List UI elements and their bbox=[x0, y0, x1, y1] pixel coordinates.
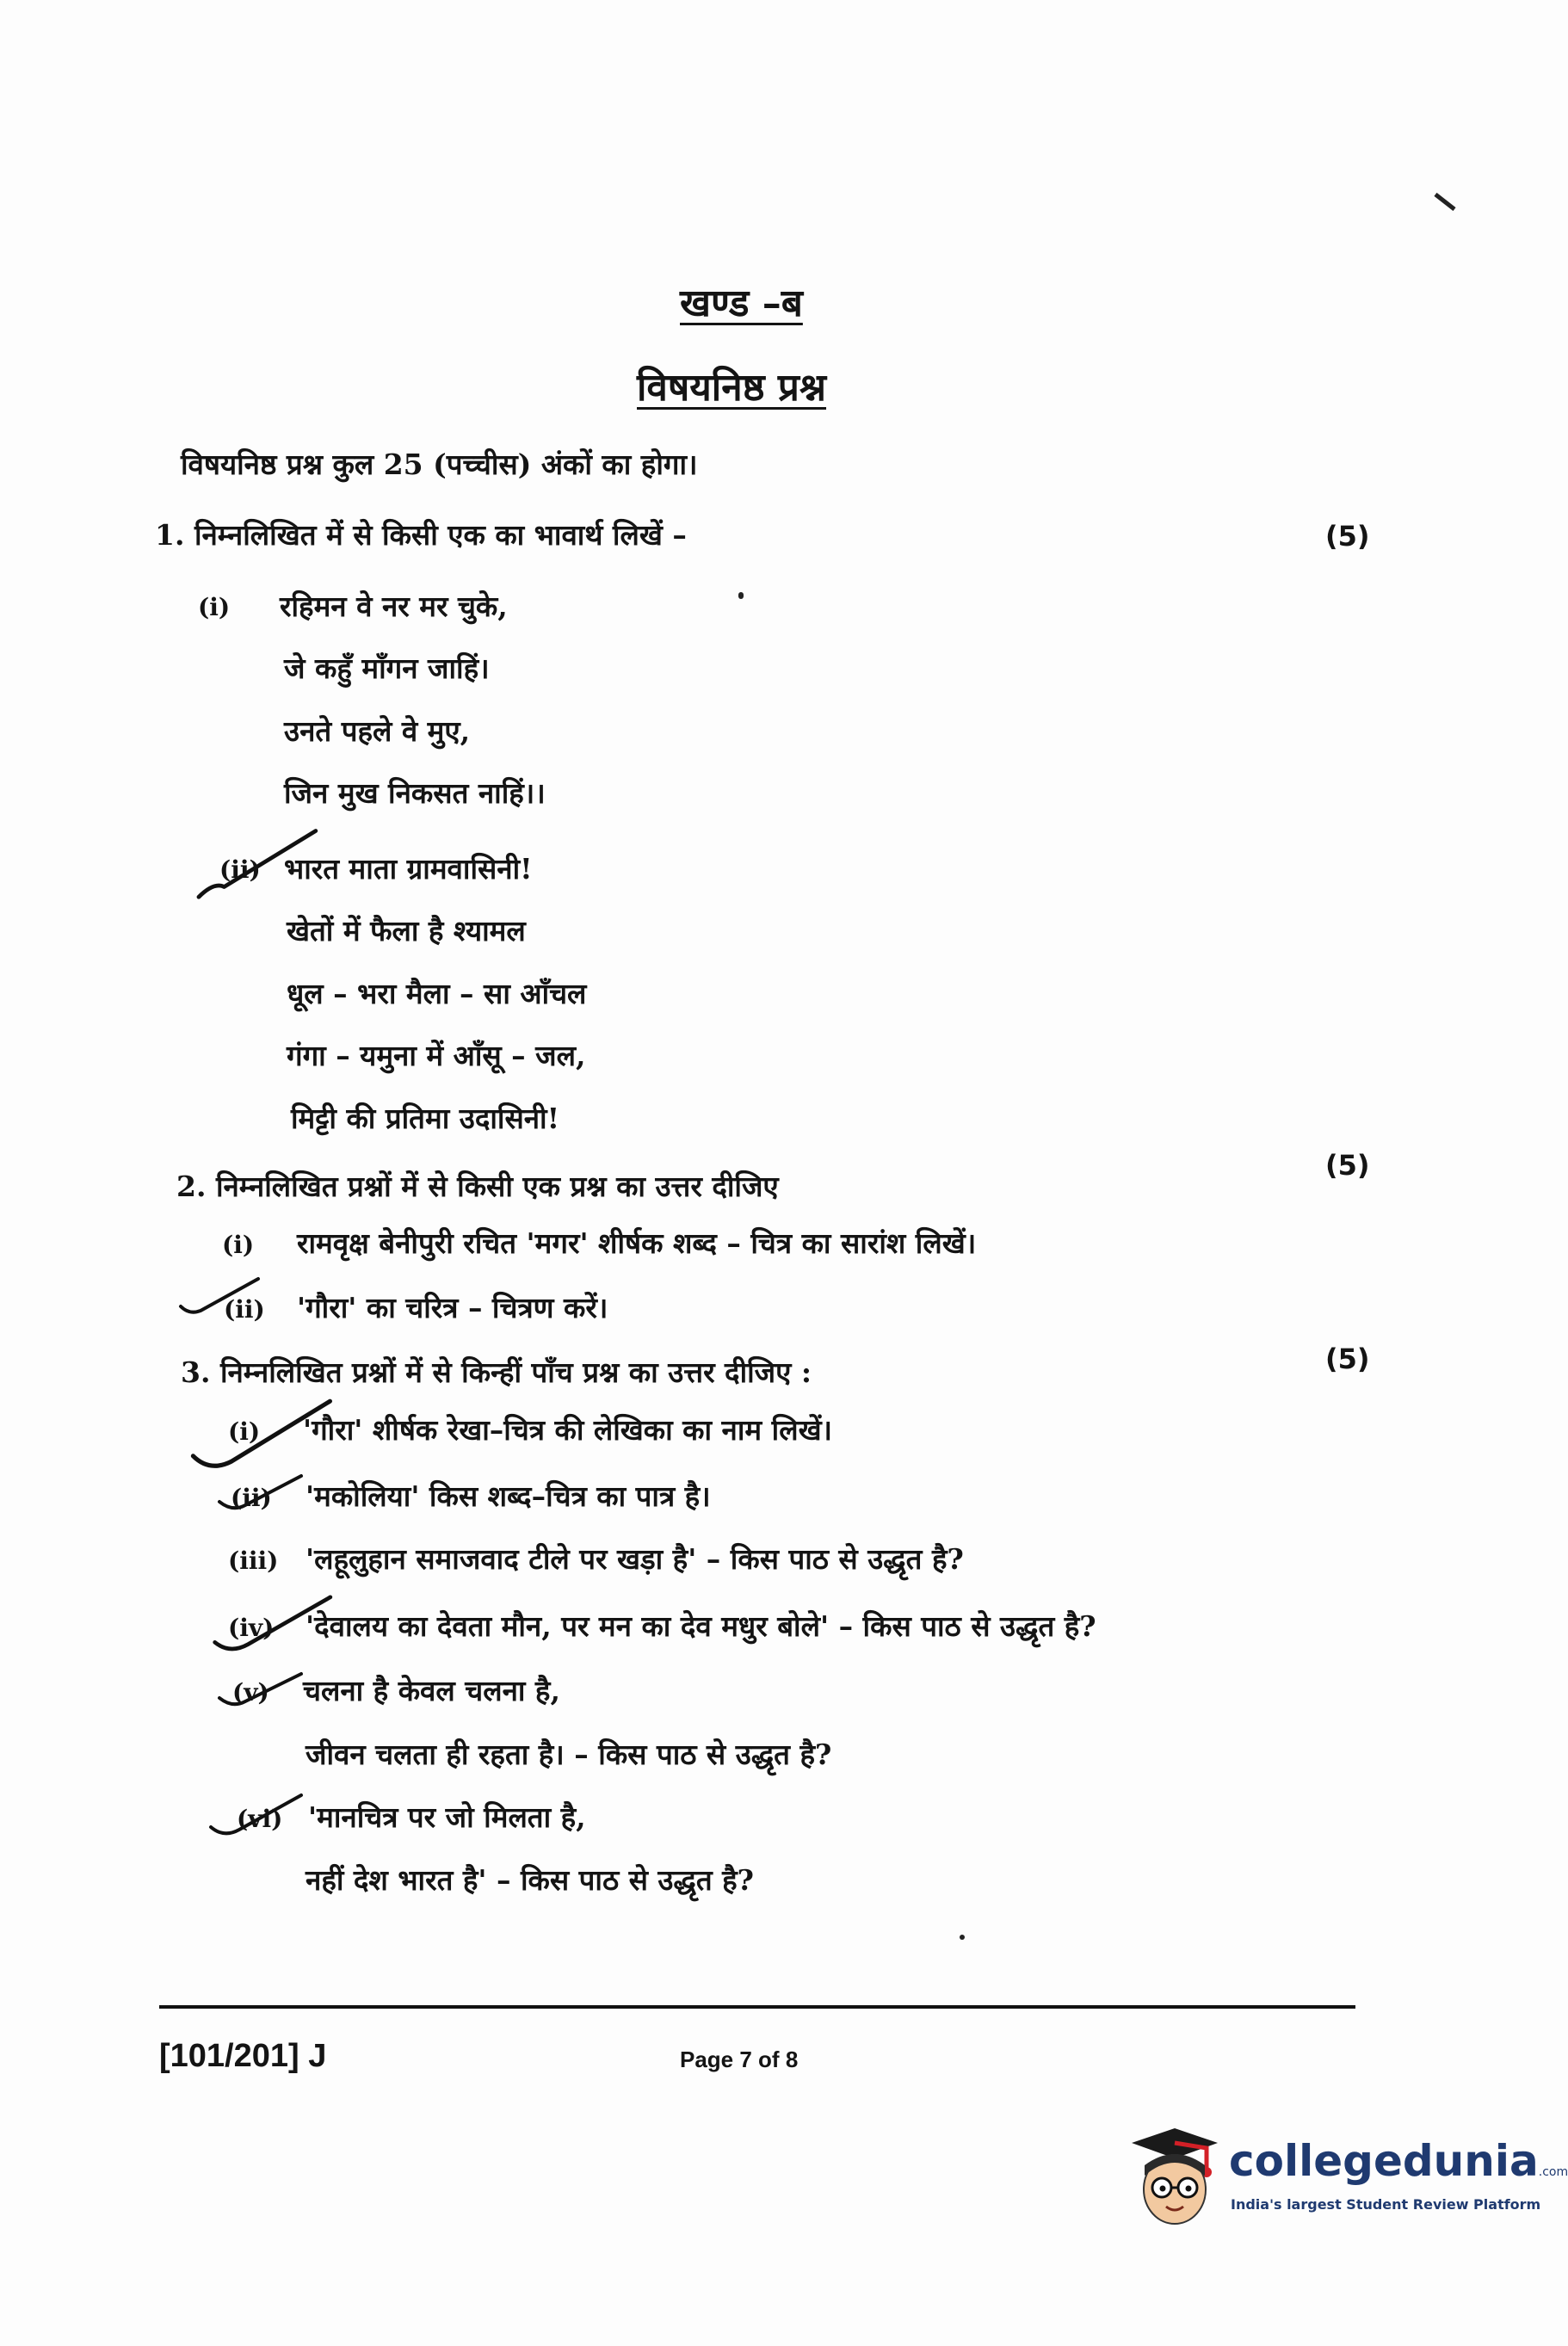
scan-mark bbox=[1434, 193, 1455, 211]
brand-tagline: India's largest Student Review Platform bbox=[1231, 2196, 1541, 2213]
q2-part-text: रामवृक्ष बेनीपुरी रचित 'मगर' शीर्षक शब्द – चित्र का सारांश लिखें। bbox=[297, 1226, 977, 1260]
collegedunia-logo bbox=[1127, 2124, 1568, 2227]
q3-part-text: नहीं देश भारत है' – किस पाठ से उद्धृत है? bbox=[306, 1863, 755, 1897]
q1-poem-line: भारत माता ग्रामवासिनी! bbox=[284, 852, 533, 886]
q3-heading: 3. निम्नलिखित प्रश्नों में से किन्हीं पाँच प्रश्न का उत्तर दीजिए : bbox=[181, 1355, 812, 1389]
q1-poem-line: मिट्टी की प्रतिमा उदासिनी! bbox=[291, 1102, 560, 1135]
q3-marks: (5) bbox=[1325, 1343, 1370, 1375]
q1-part-label: (ii) bbox=[219, 855, 261, 884]
scan-dot bbox=[738, 592, 744, 599]
q3-part-label: (vi) bbox=[237, 1805, 283, 1833]
q1-poem-line: खेतों में फैला है श्यामल bbox=[287, 914, 526, 948]
q1-poem-line: जे कहुँ माँगन जाहिं। bbox=[284, 651, 490, 685]
q2-part-label: (ii) bbox=[224, 1295, 265, 1324]
brand-name: collegedunia bbox=[1229, 2136, 1539, 2186]
q3-part-text: जीवन चलता ही रहता है। – किस पाठ से उद्धृत है? bbox=[306, 1738, 832, 1771]
q3-part-text: 'मकोलिया' किस शब्द–चित्र का पात्र है। bbox=[306, 1479, 711, 1513]
q1-marks: (5) bbox=[1325, 520, 1370, 553]
q2-part-label: (i) bbox=[222, 1231, 255, 1259]
brand-suffix: .com bbox=[1538, 2165, 1568, 2179]
q1-poem-line: उनते पहले वे मुए, bbox=[284, 714, 471, 748]
q3-part-text: 'मानचित्र पर जो मिलता है, bbox=[308, 1800, 586, 1834]
q3-part-label: (iii) bbox=[228, 1547, 279, 1575]
q1-poem-line: जिन मुख निकसत नाहिं।। bbox=[284, 776, 546, 810]
q1-heading: 1. निम्नलिखित में से किसी एक का भावार्थ लिखें – bbox=[155, 518, 687, 552]
q2-heading: 2. निम्नलिखित प्रश्नों में से किसी एक प्रश्न का उत्तर दीजिए bbox=[176, 1170, 779, 1203]
section-title: खण्ड –ब bbox=[680, 281, 803, 325]
q2-marks: (5) bbox=[1325, 1149, 1370, 1182]
q3-part-label: (i) bbox=[228, 1417, 261, 1446]
footer-page-number: Page 7 of 8 bbox=[680, 2047, 799, 2072]
q2-part-text: 'गौरा' का चरित्र – चित्रण करें। bbox=[297, 1291, 608, 1324]
q1-part-label: (i) bbox=[198, 593, 231, 621]
q3-part-text: 'देवालय का देवता मौन, पर मन का देव मधुर बोले' – किस पाठ से उद्धृत है? bbox=[306, 1609, 1096, 1643]
footer-code: [101/201] J bbox=[159, 2038, 327, 2074]
q3-part-label: (v) bbox=[232, 1678, 269, 1707]
mascot-icon bbox=[1127, 2124, 1222, 2227]
q3-part-text: 'गौरा' शीर्षक रेखा–चित्र की लेखिका का नाम लिखें। bbox=[303, 1413, 833, 1447]
section-intro: विषयनिष्ठ प्रश्न कुल 25 (पच्चीस) अंकों का होगा। bbox=[181, 448, 698, 481]
q3-part-text: चलना है केवल चलना है, bbox=[303, 1674, 560, 1707]
scan-dot bbox=[960, 1935, 965, 1940]
q3-part-label: (iv) bbox=[228, 1614, 275, 1642]
q3-part-text: 'लहूलुहान समाजवाद टीले पर खड़ा है' – किस पाठ से उद्धृत है? bbox=[306, 1542, 964, 1576]
q3-part-label: (ii) bbox=[231, 1484, 272, 1512]
q1-poem-line: धूल – भरा मैला – सा आँचल bbox=[287, 977, 587, 1010]
q1-poem-line: गंगा – यमुना में आँसू – जल, bbox=[287, 1039, 586, 1072]
section-subtitle: विषयनिष्ठ प्रश्न bbox=[637, 366, 827, 410]
q1-poem-line: रहिमन वे नर मर चुके, bbox=[280, 590, 508, 623]
footer-rule bbox=[159, 2005, 1355, 2009]
